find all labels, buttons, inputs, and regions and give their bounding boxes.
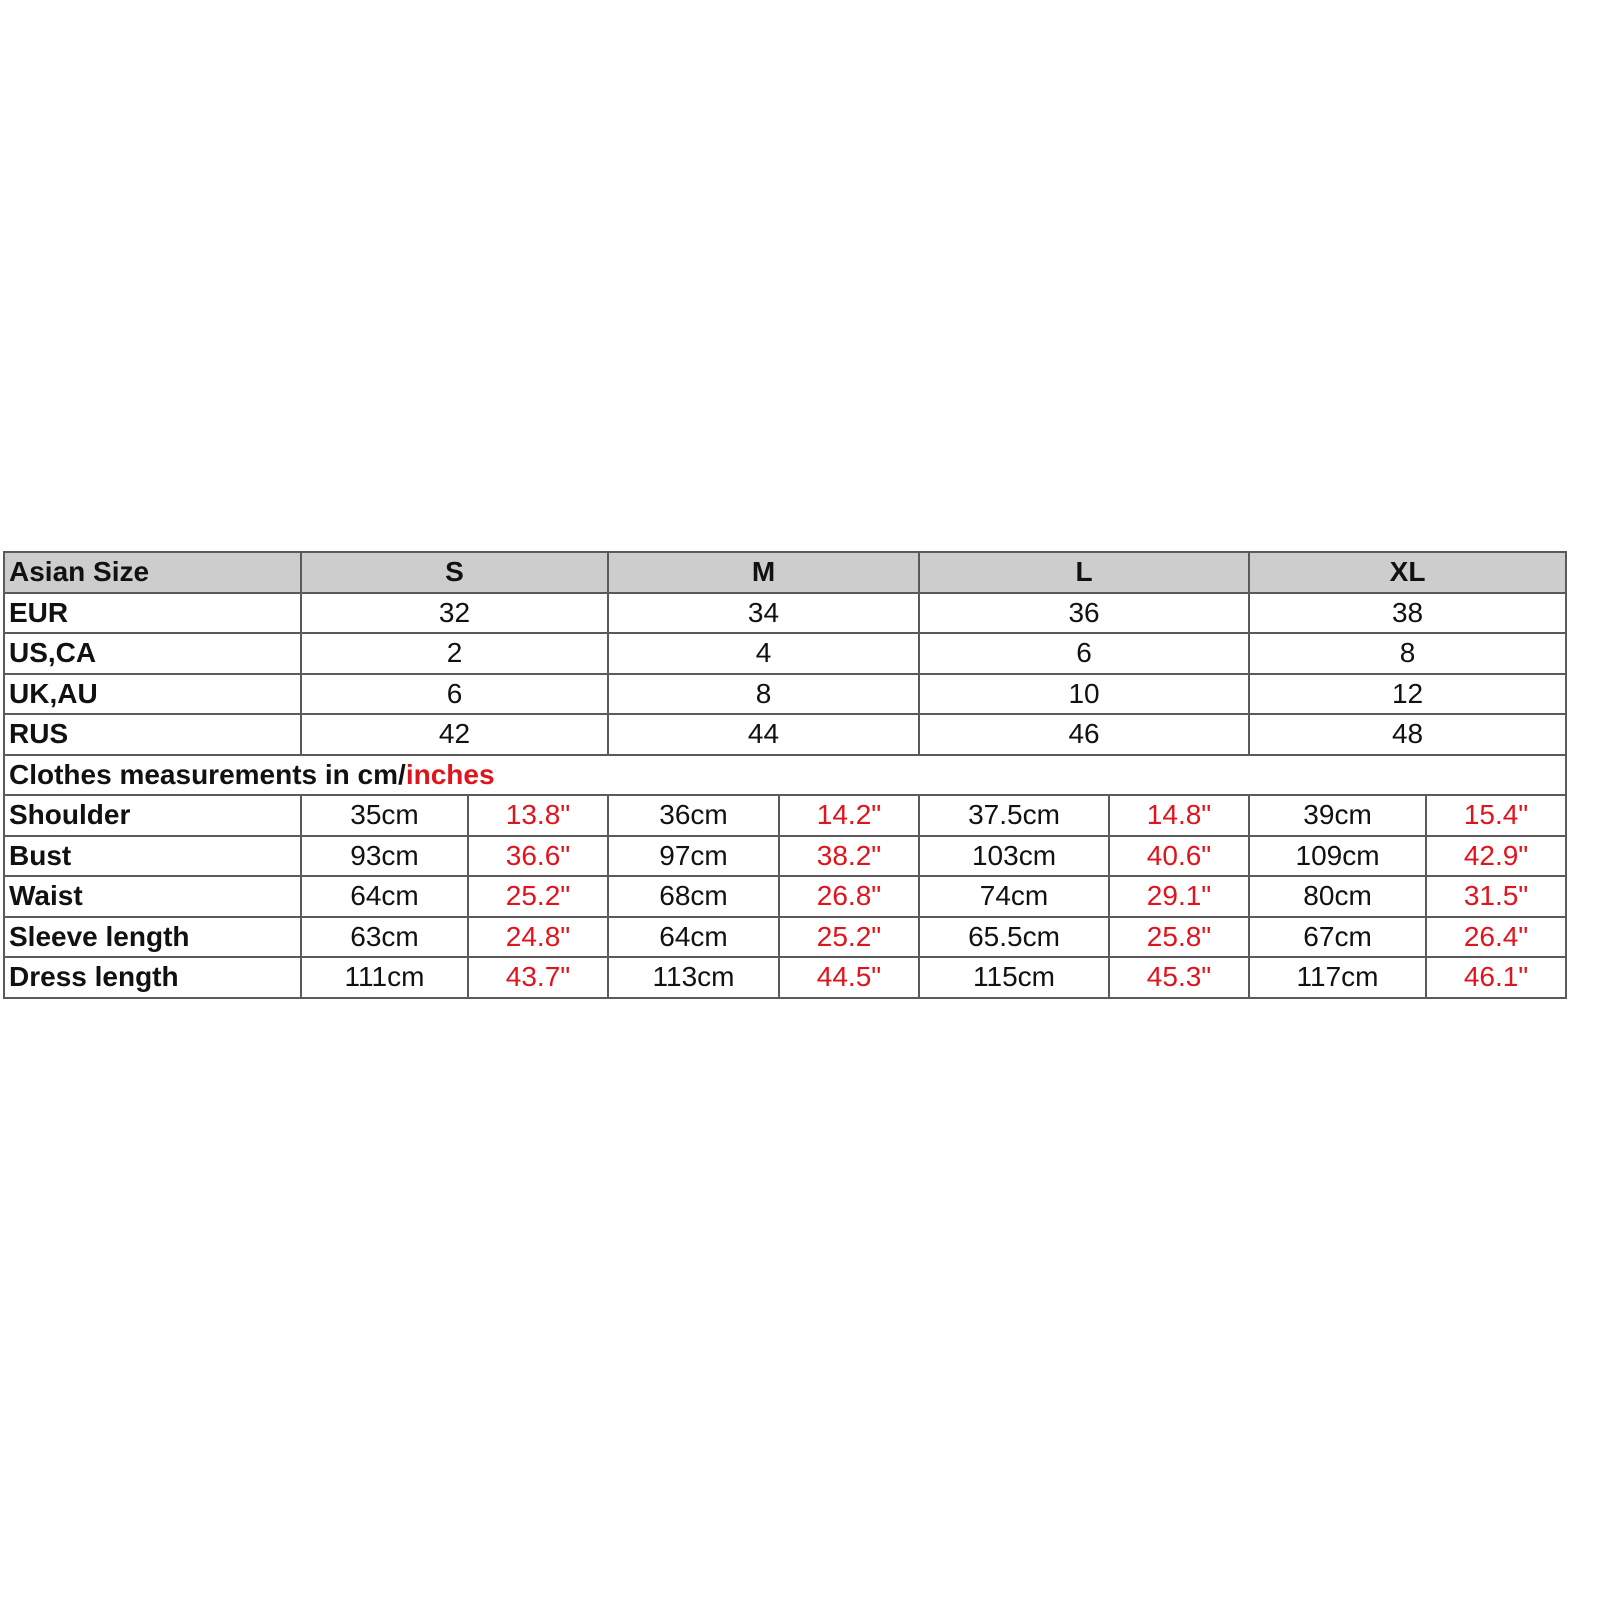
size-value: 8 bbox=[608, 674, 919, 715]
row-label: Sleeve length bbox=[4, 917, 301, 958]
inch-value: 15.4" bbox=[1426, 795, 1566, 836]
inch-value: 24.8" bbox=[468, 917, 608, 958]
inch-value: 43.7" bbox=[468, 957, 608, 998]
row-label: Waist bbox=[4, 876, 301, 917]
inch-value: 42.9" bbox=[1426, 836, 1566, 877]
inch-value: 31.5" bbox=[1426, 876, 1566, 917]
inch-value: 45.3" bbox=[1109, 957, 1249, 998]
conversion-row bbox=[4, 674, 1566, 715]
measurements-title bbox=[4, 755, 1566, 796]
size-chart-table bbox=[3, 551, 1567, 999]
cm-value: 36cm bbox=[608, 795, 779, 836]
size-value: 46 bbox=[919, 714, 1249, 755]
cm-value: 64cm bbox=[608, 917, 779, 958]
size-header: XL bbox=[1249, 552, 1566, 593]
inch-value: 25.2" bbox=[779, 917, 919, 958]
cm-value: 111cm bbox=[301, 957, 468, 998]
row-label: Dress length bbox=[4, 957, 301, 998]
inch-value: 40.6" bbox=[1109, 836, 1249, 877]
size-value: 32 bbox=[301, 593, 608, 634]
cm-value: 35cm bbox=[301, 795, 468, 836]
inch-value: 26.8" bbox=[779, 876, 919, 917]
size-value: 38 bbox=[1249, 593, 1566, 634]
title-inches: inches bbox=[405, 758, 495, 790]
size-value: 34 bbox=[608, 593, 919, 634]
measurement-row bbox=[4, 957, 1566, 998]
measurement-row bbox=[4, 917, 1566, 958]
cm-value: 63cm bbox=[301, 917, 468, 958]
cm-value: 117cm bbox=[1249, 957, 1426, 998]
cm-value: 109cm bbox=[1249, 836, 1426, 877]
inch-value: 36.6" bbox=[468, 836, 608, 877]
cm-value: 97cm bbox=[608, 836, 779, 877]
row-label: UK,AU bbox=[4, 674, 301, 715]
size-value: 42 bbox=[301, 714, 608, 755]
cm-value: 64cm bbox=[301, 876, 468, 917]
size-value: 36 bbox=[919, 593, 1249, 634]
inch-value: 14.2" bbox=[779, 795, 919, 836]
title-cm: Clothes measurements in cm/ bbox=[9, 758, 406, 790]
size-value: 48 bbox=[1249, 714, 1566, 755]
row-label: Shoulder bbox=[4, 795, 301, 836]
cm-value: 37.5cm bbox=[919, 795, 1109, 836]
inch-value: 25.8" bbox=[1109, 917, 1249, 958]
size-value: 6 bbox=[301, 674, 608, 715]
cm-value: 65.5cm bbox=[919, 917, 1109, 958]
size-header: L bbox=[919, 552, 1249, 593]
measurement-row bbox=[4, 836, 1566, 877]
cm-value: 93cm bbox=[301, 836, 468, 877]
cm-value: 80cm bbox=[1249, 876, 1426, 917]
measurement-row bbox=[4, 876, 1566, 917]
cm-value: 39cm bbox=[1249, 795, 1426, 836]
conversion-row bbox=[4, 593, 1566, 634]
cm-value: 103cm bbox=[919, 836, 1109, 877]
size-value: 6 bbox=[919, 633, 1249, 674]
size-value: 4 bbox=[608, 633, 919, 674]
inch-value: 44.5" bbox=[779, 957, 919, 998]
size-value: 12 bbox=[1249, 674, 1566, 715]
size-value: 8 bbox=[1249, 633, 1566, 674]
size-value: 44 bbox=[608, 714, 919, 755]
size-header: S bbox=[301, 552, 608, 593]
inch-value: 38.2" bbox=[779, 836, 919, 877]
row-label: RUS bbox=[4, 714, 301, 755]
row-label: EUR bbox=[4, 593, 301, 634]
cm-value: 67cm bbox=[1249, 917, 1426, 958]
cm-value: 115cm bbox=[919, 957, 1109, 998]
row-label: Asian Size bbox=[4, 552, 301, 593]
inch-value: 25.2" bbox=[468, 876, 608, 917]
measurements-title-row bbox=[4, 755, 1566, 796]
row-label: US,CA bbox=[4, 633, 301, 674]
inch-value: 26.4" bbox=[1426, 917, 1566, 958]
size-header: M bbox=[608, 552, 919, 593]
inch-value: 13.8" bbox=[468, 795, 608, 836]
size-value: 10 bbox=[919, 674, 1249, 715]
conversion-row bbox=[4, 633, 1566, 674]
inch-value: 14.8" bbox=[1109, 795, 1249, 836]
row-label: Bust bbox=[4, 836, 301, 877]
conversion-row bbox=[4, 714, 1566, 755]
inch-value: 46.1" bbox=[1426, 957, 1566, 998]
size-value: 2 bbox=[301, 633, 608, 674]
measurement-row bbox=[4, 795, 1566, 836]
cm-value: 68cm bbox=[608, 876, 779, 917]
header-row bbox=[4, 552, 1566, 593]
cm-value: 113cm bbox=[608, 957, 779, 998]
inch-value: 29.1" bbox=[1109, 876, 1249, 917]
cm-value: 74cm bbox=[919, 876, 1109, 917]
